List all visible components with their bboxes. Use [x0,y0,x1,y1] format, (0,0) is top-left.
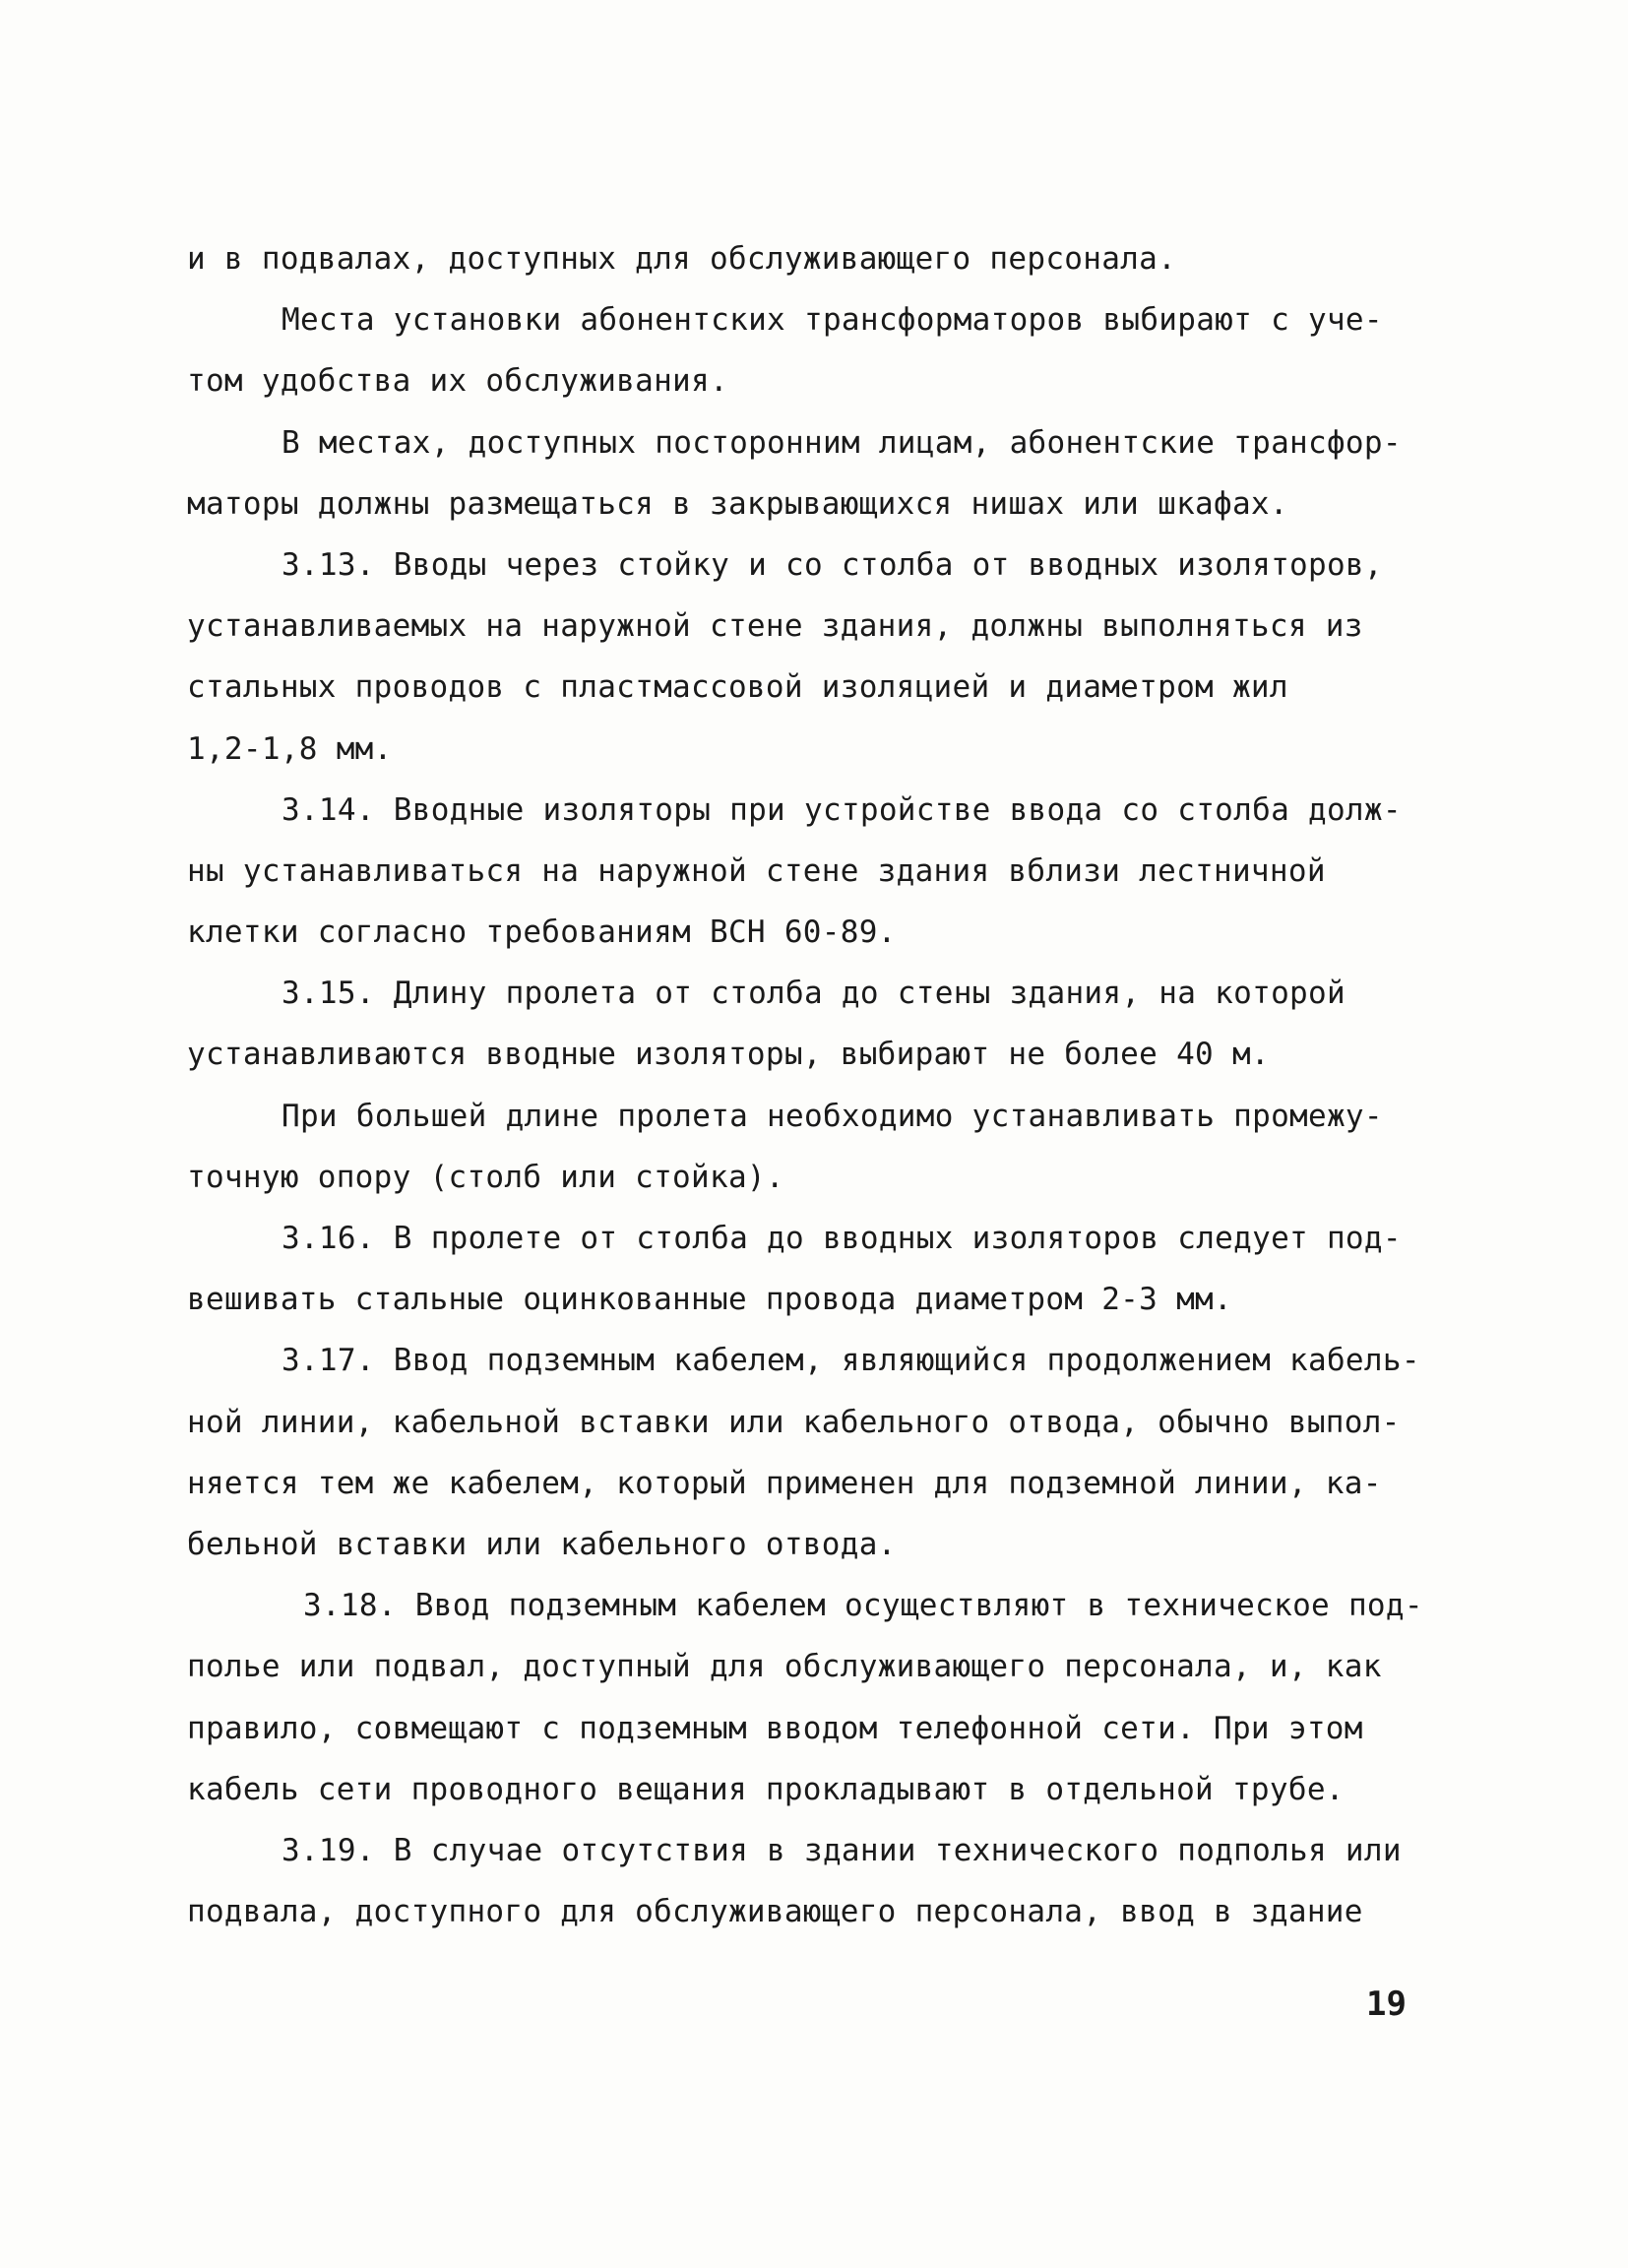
text-line: 3.19. В случае отсутствия в здании технического подполья или [282,1832,1402,1868]
text-line: 3.13. Вводы через стойку и со столба от вводных изоляторов, [282,546,1383,583]
text-line: Места установки абонентских трансформаторов выбирают с уче- [282,302,1383,339]
text-line: и в подвалах, доступных для обслуживающего персонала. [187,241,1177,277]
text-line: 3.15. Длину пролета от столба до стены здания, на которой [282,976,1346,1012]
text-line: кабель сети проводного вещания прокладывают в отдельной трубе. [187,1771,1345,1807]
text-line: няется тем же кабелем, который применен для подземной линии, ка- [187,1465,1382,1501]
text-line: клетки согласно требованиям ВСН 60-89. [187,914,897,951]
text-line: 3.18. Ввод подземным кабелем осуществляют в техническое под- [303,1588,1423,1624]
text-line: точную опору (столб или стойка). [187,1159,784,1195]
text-line: маторы должны размещаться в закрывающихся нишах или шкафах. [187,485,1288,522]
text-line: ны устанавливаться на наружной стене здания вблизи лестничной [187,852,1326,889]
text-line: бельной вставки или кабельного отвода. [187,1526,897,1562]
text-line: 3.16. В пролете от столба до вводных изоляторов следует под- [282,1221,1402,1256]
text-line: полье или подвал, доступный для обслуживающего персонала, и, как [187,1649,1382,1685]
page-number: 19 [1366,1984,1407,2024]
text-line: 3.14. Вводные изоляторы при устройстве ввода со столба долж- [282,791,1402,828]
text-line: том удобства их обслуживания. [187,363,728,400]
text-line: В местах, доступных посторонним лицам, абонентские трансфор- [282,424,1402,461]
text-line: правило, совмещают с подземным вводом телефонной сети. При этом [187,1710,1363,1746]
text-line: подвала, доступного для обслуживающего персонала, ввод в здание [187,1894,1363,1930]
text-line: вешивать стальные оцинкованные провода диаметром 2-3 мм. [187,1282,1232,1318]
text-line: При большей длине пролета необходимо устанавливать промежу- [282,1098,1383,1134]
text-line: устанавливаются вводные изоляторы, выбирают не более 40 м. [187,1037,1270,1073]
body-text [187,228,1496,1942]
text-line: стальных проводов с пластмассовой изоляцией и диаметром жил [187,669,1288,706]
text-line: ной линии, кабельной вставки или кабельного отвода, обычно выпол- [187,1404,1401,1440]
text-line: устанавливаемых на наружной стене здания, должны выполняться из [187,608,1363,645]
text-line: 1,2-1,8 мм. [187,730,393,767]
text-line: 3.17. Ввод подземным кабелем, являющийся продолжением кабель- [282,1343,1420,1379]
